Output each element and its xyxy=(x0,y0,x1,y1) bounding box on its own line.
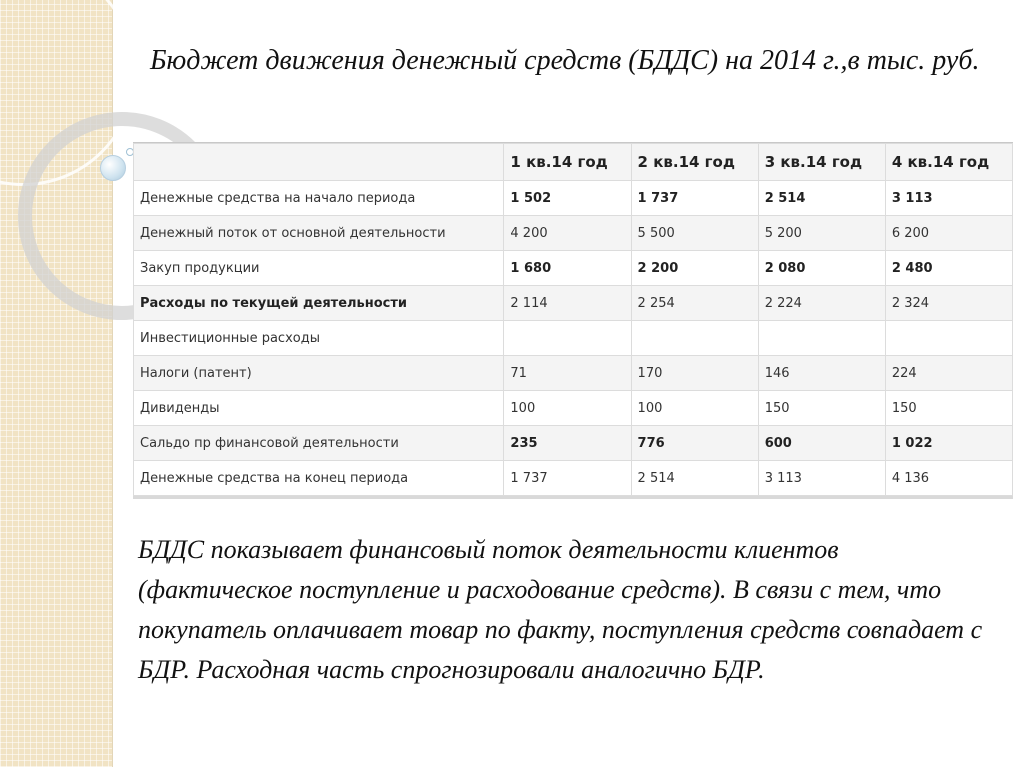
table-row xyxy=(134,216,1013,251)
table-cell: 224 xyxy=(885,356,1012,391)
row-label: Налоги (патент) xyxy=(134,356,504,391)
table-cell: 5 200 xyxy=(758,216,885,251)
table-cell: 2 324 xyxy=(885,286,1012,321)
table-cell xyxy=(631,321,758,356)
table-cell: 235 xyxy=(504,426,631,461)
table-cell xyxy=(885,321,1012,356)
table-row xyxy=(134,251,1013,286)
table-cell: 2 114 xyxy=(504,286,631,321)
table-header-cell: 1 кв.14 год xyxy=(504,144,631,181)
table-cell: 150 xyxy=(758,391,885,426)
table-header-cell: 4 кв.14 год xyxy=(885,144,1012,181)
budget-table-container xyxy=(133,142,1013,499)
table-row xyxy=(134,391,1013,426)
row-label: Расходы по текущей деятельности xyxy=(134,286,504,321)
table-cell: 170 xyxy=(631,356,758,391)
budget-table xyxy=(133,143,1013,496)
table-cell: 3 113 xyxy=(885,181,1012,216)
decorative-dot xyxy=(100,155,126,181)
row-label: Дивиденды xyxy=(134,391,504,426)
row-label: Сальдо пр финансовой деятельности xyxy=(134,426,504,461)
table-cell: 4 200 xyxy=(504,216,631,251)
table-cell: 5 500 xyxy=(631,216,758,251)
table-cell: 146 xyxy=(758,356,885,391)
table-cell: 71 xyxy=(504,356,631,391)
table-row xyxy=(134,321,1013,356)
slide-title: Бюджет движения денежный средств (БДДС) на 2014 г.,в тыс. руб. xyxy=(150,45,980,76)
table-cell: 2 200 xyxy=(631,251,758,286)
row-label: Инвестиционные расходы xyxy=(134,321,504,356)
table-header-row xyxy=(134,144,1013,181)
table-cell: 2 514 xyxy=(631,461,758,496)
table-row xyxy=(134,426,1013,461)
table-header-cell: 2 кв.14 год xyxy=(631,144,758,181)
table-cell: 776 xyxy=(631,426,758,461)
table-cell xyxy=(758,321,885,356)
table-cell: 2 514 xyxy=(758,181,885,216)
table-row xyxy=(134,286,1013,321)
table-row xyxy=(134,181,1013,216)
description-paragraph: БДДС показывает финансовый поток деятельности клиентов (фактическое поступление и расходование средств). В связи с тем, что покупатель оплачивает товар по факту, поступления средств совпадает с БДР. Расходная часть спрогнозировали аналогично БДР. xyxy=(138,535,983,684)
table-cell: 2 080 xyxy=(758,251,885,286)
table-cell: 2 480 xyxy=(885,251,1012,286)
table-cell: 2 254 xyxy=(631,286,758,321)
table-cell: 3 113 xyxy=(758,461,885,496)
table-cell: 100 xyxy=(631,391,758,426)
row-label: Денежные средства на начало периода xyxy=(134,181,504,216)
row-label: Денежный поток от основной деятельности xyxy=(134,216,504,251)
row-label: Закуп продукции xyxy=(134,251,504,286)
table-cell: 100 xyxy=(504,391,631,426)
table-cell: 2 224 xyxy=(758,286,885,321)
table-cell: 1 022 xyxy=(885,426,1012,461)
table-cell xyxy=(504,321,631,356)
table-cell: 6 200 xyxy=(885,216,1012,251)
row-label: Денежные средства на конец периода xyxy=(134,461,504,496)
table-cell: 1 502 xyxy=(504,181,631,216)
decorative-side-band xyxy=(0,0,113,767)
table-header-cell: 3 кв.14 год xyxy=(758,144,885,181)
table-row xyxy=(134,356,1013,391)
table-cell: 1 737 xyxy=(504,461,631,496)
table-cell: 1 737 xyxy=(631,181,758,216)
table-cell: 600 xyxy=(758,426,885,461)
table-header-cell xyxy=(134,144,504,181)
table-row xyxy=(134,461,1013,496)
table-cell: 150 xyxy=(885,391,1012,426)
table-cell: 1 680 xyxy=(504,251,631,286)
table-cell: 4 136 xyxy=(885,461,1012,496)
